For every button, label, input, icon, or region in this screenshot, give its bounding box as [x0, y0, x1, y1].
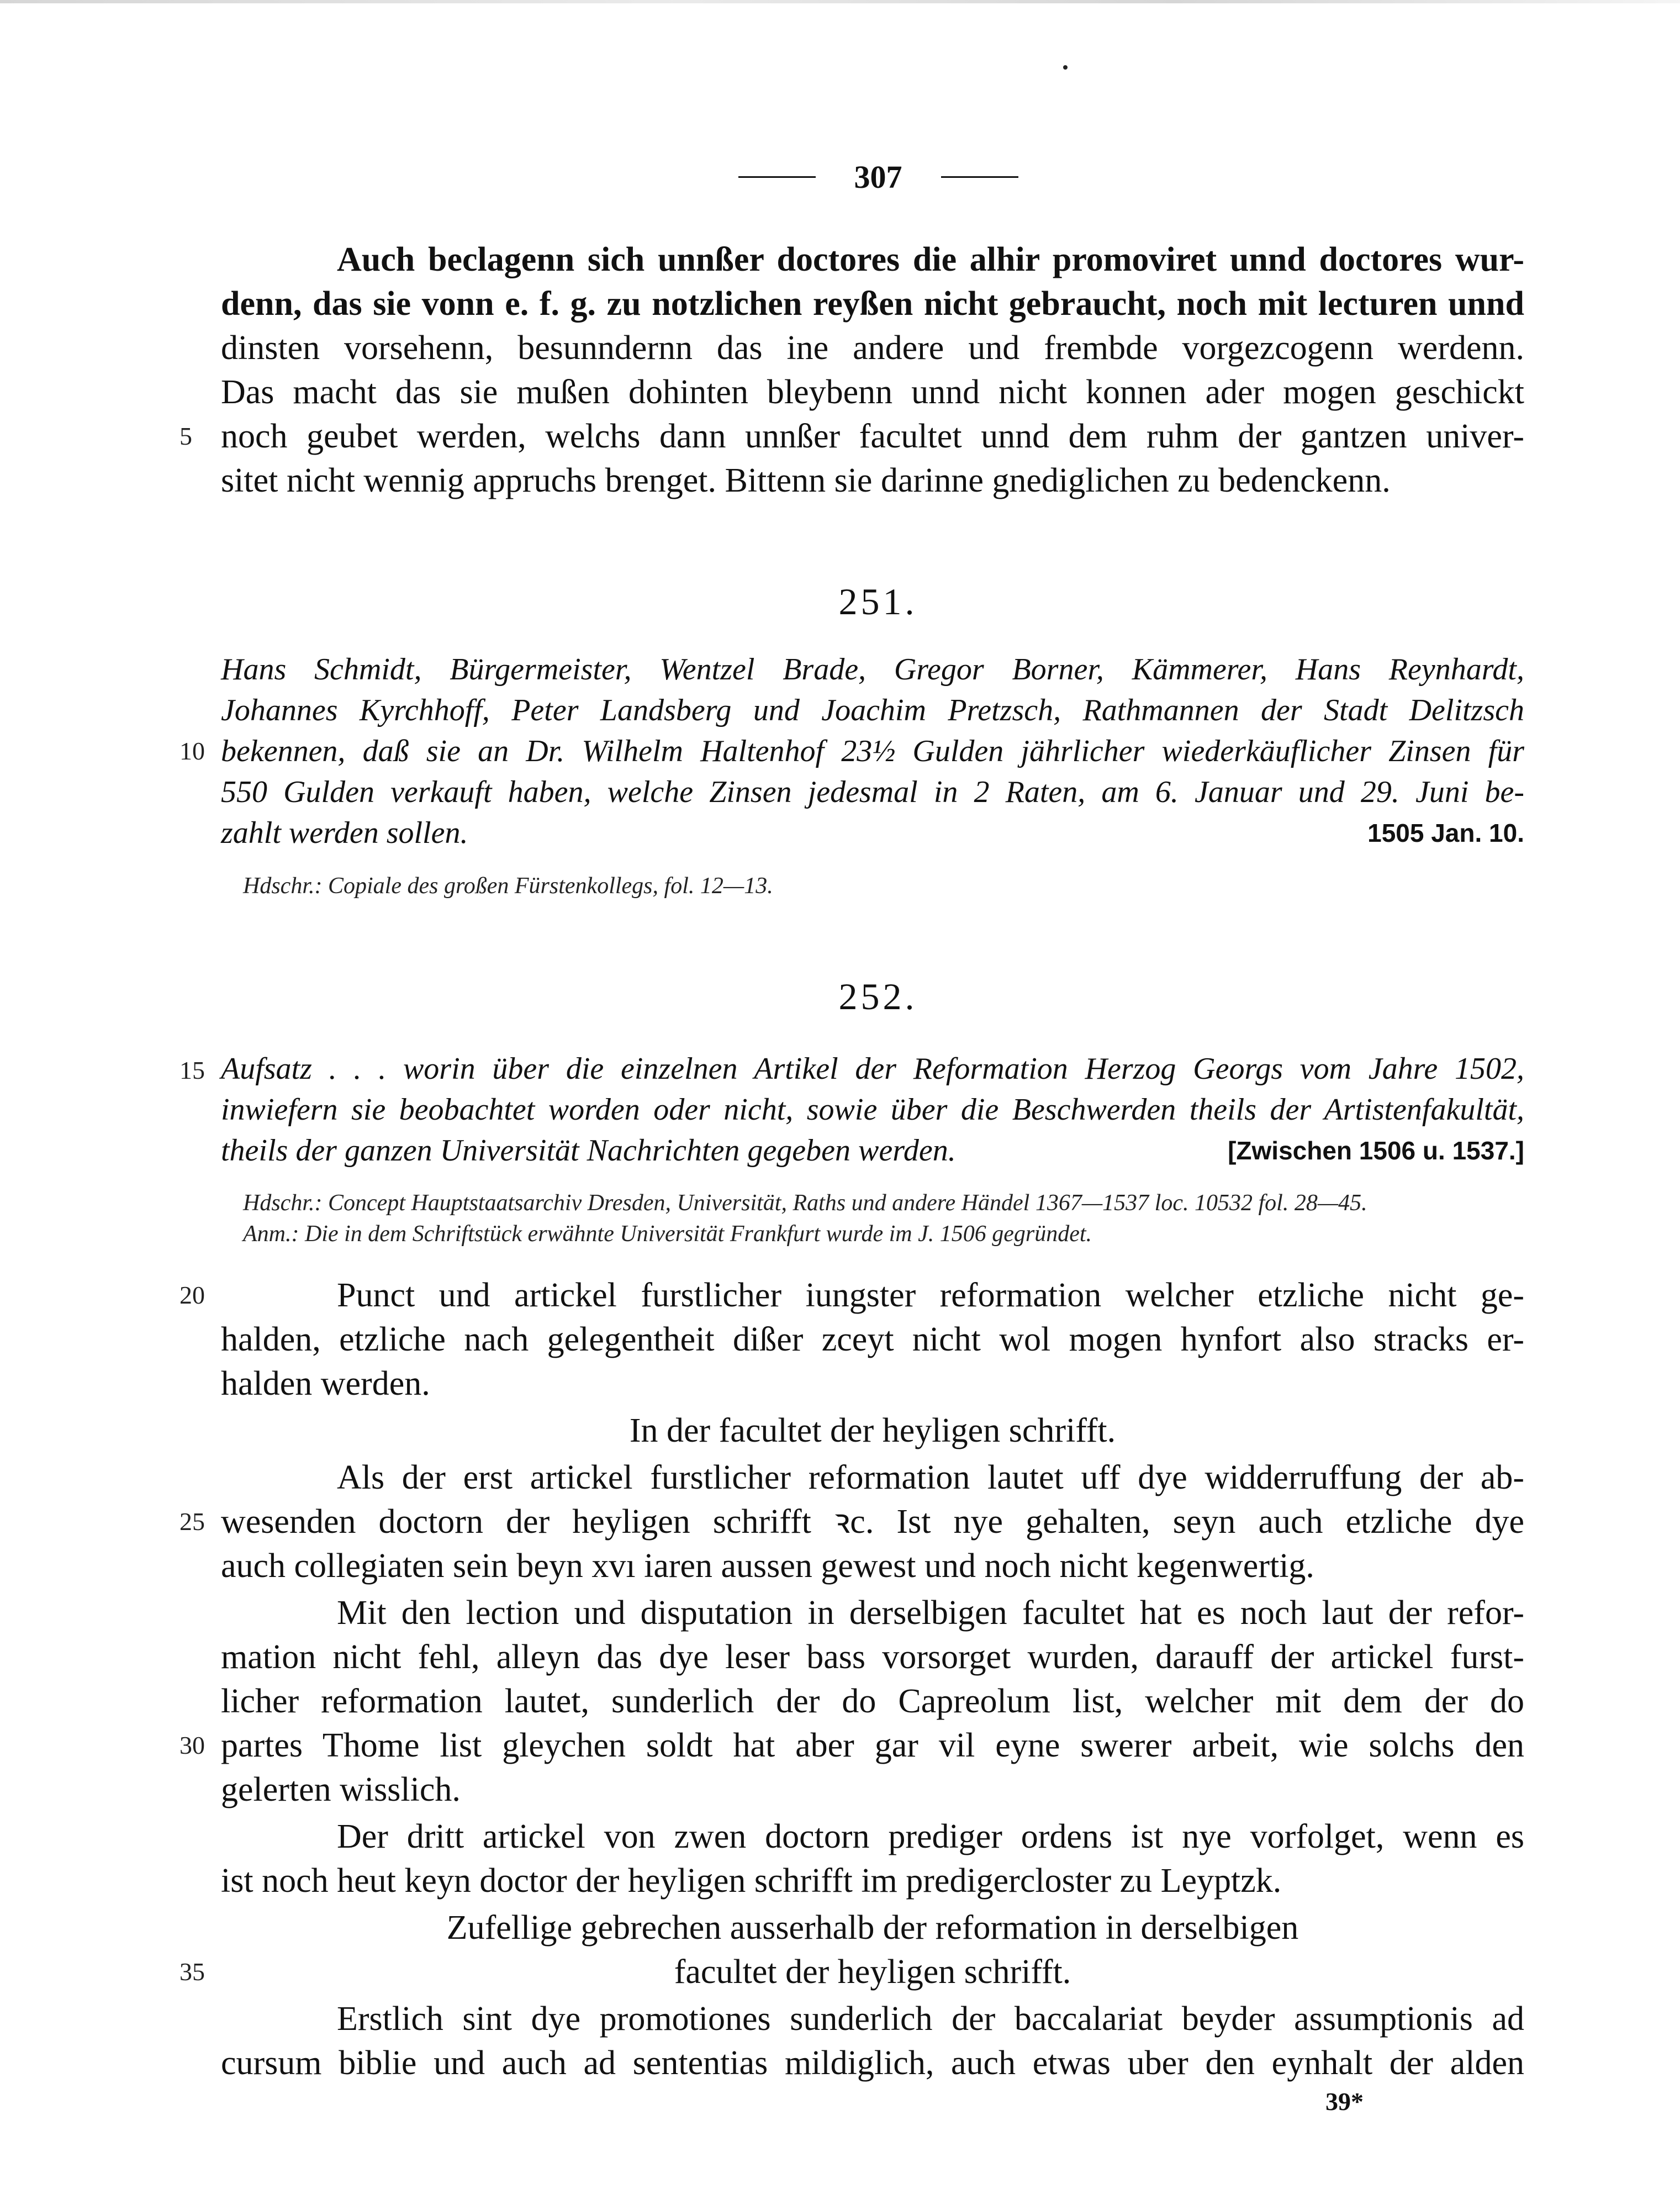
page-number: 307 — [854, 159, 902, 195]
body-line: halden, etzliche nach gelegentheit dißer zceyt nicht wol mogen hynfort also stracks er- — [221, 1321, 1524, 1358]
body-line: partes Thome list gleychen soldt hat aber gar vil eyne swerer arbeit, wie solchs den — [221, 1727, 1524, 1764]
line-number: 15 — [179, 1056, 205, 1084]
summary-line: Johannes Kyrchhoff, Peter Landsberg und Joachim Pretzsch, Rathmannen der Stadt Delitzsch — [221, 693, 1524, 727]
summary-line: Aufsatz . . . worin über die einzelnen Artikel der Reformation Herzog Georgs vom Jahre 1502, — [221, 1052, 1524, 1086]
summary-line: theils der ganzen Universität Nachrichten gegeben werden. — [221, 1133, 956, 1168]
body-line: licher reformation lautet, sunderlich der do Capreolum list, welcher mit dem der do — [221, 1682, 1524, 1720]
body-line: Das macht das sie mußen dohinten bleybenn unnd nicht konnen ader mogen geschickt — [221, 373, 1524, 411]
header-rule-right — [941, 176, 1018, 178]
annotation: Anm.: Die in dem Schriftstück erwähnte Universität Frankfurt wurde im J. 1506 gegründet. — [243, 1221, 1092, 1247]
summary-line: bekennen, daß sie an Dr. Wilhelm Haltenhof 23½ Gulden jährlicher wiederkäuflicher Zinsen für — [221, 734, 1524, 768]
document-number: 252. — [838, 975, 918, 1017]
body-line: Erstlich sint dye promotiones sunderlich der baccalariat beyder assumptionis ad — [337, 2000, 1524, 2038]
section-heading: In der facultet der heyligen schrifft. — [629, 1412, 1116, 1449]
line-number: 5 — [179, 422, 192, 450]
line-number: 35 — [179, 1958, 205, 1986]
line-number: 25 — [179, 1507, 205, 1536]
signature-mark: 39* — [1325, 2087, 1364, 2116]
line-number: 10 — [179, 737, 205, 765]
body-line: halden werden. — [221, 1365, 430, 1402]
section-heading: facultet der heyligen schrifft. — [674, 1953, 1071, 1991]
scan-edge — [0, 0, 1680, 3]
body-line: sitet nicht wennig appruchs brenget. Bittenn sie darinne gnediglichen zu bedenckenn. — [221, 462, 1391, 499]
header-rule-left — [738, 176, 816, 178]
summary-line: Hans Schmidt, Bürgermeister, Wentzel Brade, Gregor Borner, Kämmerer, Hans Reynhardt, — [221, 652, 1524, 687]
ink-speck — [1063, 65, 1068, 70]
summary-line: 550 Gulden verkauft haben, welche Zinsen jedesmal in 2 Raten, am 6. Januar und 29. Juni be- — [221, 775, 1524, 809]
body-line: cursum biblie und auch ad sententias mildiglich, auch etwas uber den eynhalt der alden — [221, 2044, 1524, 2082]
body-line: noch geubet werden, welchs dann unnßer facultet unnd dem ruhm der gantzen univer- — [221, 418, 1524, 455]
body-line: Auch beclagenn sich unnßer doctores die alhir promoviret unnd doctores wur- — [337, 241, 1524, 278]
line-number: 20 — [179, 1281, 205, 1309]
body-line: auch collegiaten sein beyn xvı iaren aussen gewest und noch nicht kegenwertig. — [221, 1547, 1314, 1585]
summary-line: zahlt werden sollen. — [221, 816, 468, 850]
document-number: 251. — [838, 581, 918, 623]
body-line: dinsten vorsehenn, besunndernn das ine andere und frembde vorgezcogenn werdenn. — [221, 329, 1524, 367]
body-line: mation nicht fehl, alleyn das dye leser bass vorsorget wurden, darauff der artickel furst- — [221, 1638, 1524, 1676]
body-line: denn, das sie vonn e. f. g. zu notzlichen reyßen nicht gebraucht, noch mit lecturen unnd — [221, 285, 1524, 323]
body-line: Als der erst artickel furstlicher reformation lautet uff dye widderruffung der ab- — [337, 1459, 1524, 1496]
manuscript-source: Hdschr.: Concept Hauptstaatsarchiv Dresden, Universität, Raths und andere Händel 1367—1537 loc. 10532 fol. 28—45. — [243, 1190, 1367, 1216]
manuscript-source: Hdschr.: Copiale des großen Fürstenkollegs, fol. 12—13. — [243, 873, 773, 899]
page-header — [712, 155, 1044, 199]
body-line: Der dritt artickel von zwen doctorn prediger ordens ist nye vorfolget, wenn es — [337, 1818, 1524, 1855]
document-date: [Zwischen 1506 u. 1537.] — [1228, 1136, 1524, 1165]
summary-line: inwiefern sie beobachtet worden oder nicht, sowie über die Beschwerden theils der Artistenfakultät, — [221, 1093, 1524, 1127]
body-line: Mit den lection und disputation in derselbigen facultet hat es noch laut der refor- — [337, 1594, 1524, 1632]
body-line: ist noch heut keyn doctor der heyligen schrifft im predigercloster zu Leyptzk. — [221, 1862, 1282, 1900]
body-line: wesenden doctorn der heyligen schrifft ꝛc. Ist nye gehalten, seyn auch etzliche dye — [221, 1503, 1524, 1541]
body-line: gelerten wisslich. — [221, 1771, 461, 1808]
section-heading: Zufellige gebrechen ausserhalb der reformation in derselbigen — [446, 1909, 1299, 1947]
body-line: Punct und artickel furstlicher iungster reformation welcher etzliche nicht ge- — [337, 1277, 1524, 1314]
document-date: 1505 Jan. 10. — [1367, 819, 1524, 847]
line-number: 30 — [179, 1731, 205, 1759]
